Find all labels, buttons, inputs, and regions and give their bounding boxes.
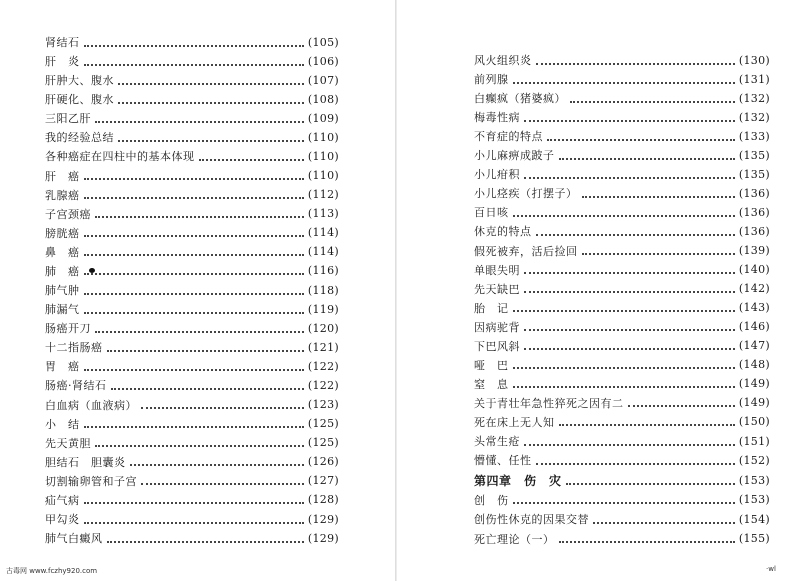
toc-entry[interactable] <box>45 147 339 165</box>
toc-entry-title: 小儿麻痹成跛子 <box>474 149 555 163</box>
toc-entry-page-number: (112) <box>307 188 339 202</box>
dot-leader <box>84 501 304 504</box>
toc-entry-title: 膀胱癌 <box>45 226 80 240</box>
toc-entry-title: 前列腺 <box>474 73 509 87</box>
toc-entry-page-number: (147) <box>738 339 770 353</box>
toc-entry-title: 各种癌症在四柱中的基本体现 <box>45 150 195 164</box>
toc-entry-title: 肝硬化、腹水 <box>45 93 114 107</box>
toc-entry-page-number: (130) <box>738 53 770 67</box>
dot-leader <box>513 385 735 388</box>
toc-entry[interactable] <box>45 33 339 51</box>
dot-leader <box>84 368 304 371</box>
dot-leader <box>107 540 304 543</box>
toc-entry-title: 白血病（血液病） <box>45 398 137 412</box>
dot-leader <box>84 234 304 237</box>
toc-entry-page-number: (135) <box>738 148 770 162</box>
toc-entry-page-number: (113) <box>307 207 339 221</box>
toc-entry-title: 三阳乙肝 <box>45 112 91 126</box>
toc-entry-page-number: (107) <box>307 73 339 87</box>
toc-entry-page-number: (108) <box>307 92 339 106</box>
dot-leader <box>118 101 304 104</box>
toc-entry-title: 肺气肿 <box>45 284 80 298</box>
toc-entry[interactable] <box>474 451 770 469</box>
toc-entry-title: 单眼失明 <box>474 263 520 277</box>
toc-entry-page-number: (125) <box>307 417 339 431</box>
toc-entry-title: 百日咳 <box>474 206 509 220</box>
toc-entry[interactable] <box>474 491 770 509</box>
dot-leader <box>84 272 304 275</box>
toc-entry-page-number: (149) <box>738 377 770 391</box>
dot-leader <box>199 158 304 161</box>
ink-blot <box>89 268 95 273</box>
toc-entry-title: 肺 癌 <box>45 264 80 278</box>
toc-entry-title: 白癫疯（猪婆疯） <box>474 92 566 106</box>
toc-entry[interactable] <box>45 396 339 414</box>
dot-leader <box>84 521 304 524</box>
dot-leader <box>628 404 735 407</box>
toc-entry[interactable] <box>45 529 339 547</box>
toc-entry-title: 肝 癌 <box>45 169 80 183</box>
dot-leader <box>84 177 304 180</box>
site-watermark: 古毒网 www.fczhy920.com <box>6 567 98 575</box>
toc-entry-page-number: (136) <box>738 205 770 219</box>
toc-entry-page-number: (140) <box>738 263 770 277</box>
toc-entry-title: 梅毒性病 <box>474 111 520 125</box>
toc-entry-page-number: (143) <box>738 301 770 315</box>
toc-entry[interactable] <box>474 375 770 393</box>
toc-entry[interactable] <box>45 376 339 394</box>
toc-entry-title: 肺气白癜风 <box>45 532 103 546</box>
toc-entry-title: 小 结 <box>45 417 80 431</box>
toc-entry-page-number: (105) <box>307 35 339 49</box>
toc-entry-title: 下巴风斜 <box>474 339 520 353</box>
toc-entry-title: 休克的特点 <box>474 225 532 239</box>
toc-entry-title: 甲勾炎 <box>45 513 80 526</box>
toc-entry[interactable] <box>45 510 339 528</box>
dot-leader <box>559 423 735 426</box>
dot-leader <box>524 328 735 331</box>
dot-leader <box>524 347 735 350</box>
toc-entry-title: 先天缺巴 <box>474 282 520 296</box>
toc-entry-title: 死在床上无人知 <box>474 415 555 429</box>
toc-entry-title: 假死被弃，活后捡回 <box>474 244 578 258</box>
dot-leader <box>559 540 735 543</box>
page-corner-mark: ·wl <box>766 565 776 573</box>
toc-entry-page-number: (110) <box>307 149 339 163</box>
toc-entry-page-number: (155) <box>738 532 770 545</box>
toc-entry[interactable] <box>474 337 770 355</box>
toc-entry[interactable] <box>474 510 770 528</box>
dot-leader <box>513 366 735 369</box>
dot-leader <box>513 81 735 84</box>
toc-entry-page-number: (106) <box>307 54 339 68</box>
dot-leader <box>84 253 304 256</box>
book-binding <box>395 0 397 581</box>
toc-chapter-heading[interactable] <box>474 471 770 489</box>
toc-entry-page-number: (114) <box>307 245 339 259</box>
toc-entry[interactable] <box>45 472 339 490</box>
toc-entry-page-number: (109) <box>307 111 339 125</box>
toc-entry-title: 因病驼背 <box>474 320 520 334</box>
toc-entry[interactable] <box>45 109 339 127</box>
toc-entry-page-number: (150) <box>738 415 770 429</box>
toc-entry-title: 第四章 伤 灾 <box>474 473 562 488</box>
toc-entry-page-number: (129) <box>307 531 339 545</box>
toc-entry[interactable] <box>474 280 770 298</box>
toc-entry-title: 肝肿大、腹水 <box>45 74 114 88</box>
toc-entry[interactable] <box>45 434 339 452</box>
toc-entry-page-number: (148) <box>738 358 770 372</box>
toc-entry-page-number: (139) <box>738 244 770 257</box>
toc-entry-page-number: (121) <box>307 340 339 354</box>
dot-leader <box>95 330 304 333</box>
dot-leader <box>524 176 735 179</box>
toc-entry-page-number: (142) <box>738 282 770 296</box>
toc-entry-title: 哑 巴 <box>474 358 509 372</box>
toc-entry-title: 肠癌·肾结石 <box>45 379 107 393</box>
toc-entry[interactable] <box>474 184 770 202</box>
dot-leader <box>84 44 304 47</box>
dot-leader <box>130 463 304 466</box>
toc-entry-title: 乳腺癌 <box>45 188 80 202</box>
toc-entry-title: 窒 息 <box>474 377 509 391</box>
toc-entry[interactable] <box>474 318 770 336</box>
toc-entry-title: 胆结石 胆囊炎 <box>45 455 126 469</box>
toc-entry-page-number: (128) <box>307 493 339 507</box>
toc-entry-page-number: (132) <box>738 91 770 105</box>
toc-entry[interactable] <box>474 51 770 69</box>
toc-entry[interactable] <box>45 205 339 223</box>
toc-entry-title: 懵懂、任性 <box>474 454 532 468</box>
toc-entry[interactable] <box>474 222 770 240</box>
toc-entry-title: 小儿痉疾（打摆子） <box>474 187 578 201</box>
toc-entry-page-number: (118) <box>307 283 339 297</box>
toc-entry-title: 肝 炎 <box>45 55 80 69</box>
toc-entry[interactable] <box>45 167 339 185</box>
toc-entry-page-number: (127) <box>307 474 339 488</box>
toc-entry-title: 不育症的特点 <box>474 130 543 144</box>
toc-entry-page-number: (146) <box>738 320 770 334</box>
toc-entry[interactable] <box>474 70 770 88</box>
toc-entry[interactable] <box>474 146 770 164</box>
toc-entry-page-number: (154) <box>738 512 770 526</box>
dot-leader <box>566 482 735 485</box>
toc-entry[interactable] <box>45 357 339 375</box>
toc-entry-page-number: (136) <box>738 224 770 238</box>
toc-entry[interactable] <box>474 127 770 145</box>
dot-leader <box>582 195 735 198</box>
toc-entry-page-number: (120) <box>307 321 339 335</box>
dot-leader <box>84 425 304 428</box>
toc-entry[interactable] <box>474 108 770 126</box>
toc-entry-page-number: (110) <box>307 169 339 183</box>
toc-entry[interactable] <box>474 261 770 279</box>
toc-entry-title: 头常生疮 <box>474 435 520 448</box>
dot-leader <box>536 233 735 236</box>
toc-entry[interactable] <box>45 243 339 261</box>
dot-leader <box>559 157 735 160</box>
toc-entry-page-number: (122) <box>307 359 339 373</box>
dot-leader <box>84 311 304 314</box>
toc-entry-title: 疝气病 <box>45 493 80 507</box>
toc-entry-page-number: (136) <box>738 186 770 200</box>
toc-entry[interactable] <box>45 453 339 471</box>
toc-entry-title: 死亡理论（一） <box>474 532 555 546</box>
dot-leader <box>582 252 735 255</box>
dot-leader <box>513 309 735 312</box>
toc-entry-page-number: (125) <box>307 436 339 450</box>
toc-entry-page-number: (153) <box>738 473 770 487</box>
toc-entry-page-number: (126) <box>307 455 339 469</box>
toc-entry-title: 鼻 癌 <box>45 245 80 259</box>
dot-leader <box>95 120 304 123</box>
toc-entry[interactable] <box>474 165 770 183</box>
toc-entry-page-number: (151) <box>738 434 770 448</box>
toc-entry[interactable] <box>45 338 339 356</box>
toc-entry-page-number: (114) <box>307 226 339 240</box>
toc-entry-title: 肾结石 <box>45 36 80 49</box>
toc-entry-title: 胃 癌 <box>45 360 80 374</box>
toc-entry-title: 肠癌开刀 <box>45 322 91 336</box>
toc-entry-page-number: (123) <box>307 398 339 412</box>
toc-entry[interactable] <box>45 224 339 242</box>
toc-entry[interactable] <box>474 203 770 221</box>
toc-entry[interactable] <box>474 394 770 412</box>
toc-entry-page-number: (135) <box>738 167 770 181</box>
toc-entry[interactable] <box>45 90 339 108</box>
dot-leader <box>111 387 304 390</box>
toc-entry[interactable] <box>45 491 339 509</box>
dot-leader <box>118 139 304 142</box>
toc-entry-title: 创 伤 <box>474 493 509 507</box>
dot-leader <box>570 100 735 103</box>
toc-entry[interactable] <box>45 71 339 89</box>
dot-leader <box>141 406 304 409</box>
toc-entry-page-number: (132) <box>738 110 770 124</box>
toc-entry[interactable] <box>474 530 770 548</box>
toc-entry-title: 风火组织炎 <box>474 54 532 67</box>
toc-entry[interactable] <box>474 356 770 374</box>
toc-entry[interactable] <box>474 413 770 431</box>
dot-leader <box>84 63 304 66</box>
toc-entry-title: 子宫颈癌 <box>45 207 91 221</box>
dot-leader <box>593 521 735 524</box>
toc-entry[interactable] <box>45 300 339 318</box>
toc-entry[interactable] <box>45 319 339 337</box>
dot-leader <box>118 82 304 85</box>
dot-leader <box>95 215 304 218</box>
toc-entry-title: 胎 记 <box>474 301 509 315</box>
toc-entry[interactable] <box>45 52 339 70</box>
dot-leader <box>141 482 304 485</box>
dot-leader <box>524 119 735 122</box>
toc-entry-page-number: (153) <box>738 493 770 506</box>
toc-entry-page-number: (110) <box>307 130 339 144</box>
toc-entry[interactable] <box>474 432 770 450</box>
toc-entry-title: 切割输卵管和子宫 <box>45 474 137 488</box>
toc-entry[interactable] <box>474 89 770 107</box>
toc-entry[interactable] <box>45 415 339 433</box>
dot-leader <box>95 444 304 447</box>
toc-entry[interactable] <box>474 299 770 317</box>
dot-leader <box>536 62 735 65</box>
dot-leader <box>536 462 735 465</box>
dot-leader <box>84 292 304 295</box>
toc-entry-title: 关于青壮年急性猝死之因有二 <box>474 396 624 410</box>
toc-entry-title: 创伤性休克的因果交替 <box>474 513 589 526</box>
toc-entry-page-number: (116) <box>307 264 339 278</box>
dot-leader <box>524 290 735 293</box>
toc-entry-title: 我的经验总结 <box>45 131 114 145</box>
dot-leader <box>513 214 735 217</box>
dot-leader <box>547 138 735 141</box>
dot-leader <box>107 349 304 352</box>
toc-entry[interactable] <box>45 186 339 204</box>
toc-entry-page-number: (122) <box>307 378 339 392</box>
toc-entry-title: 十二指肠癌 <box>45 341 103 355</box>
toc-entry-title: 肺漏气 <box>45 303 80 317</box>
toc-entry-page-number: (133) <box>738 129 770 143</box>
dot-leader <box>84 196 304 199</box>
toc-entry-page-number: (129) <box>307 512 339 526</box>
dot-leader <box>513 501 735 504</box>
toc-entry[interactable] <box>474 242 770 260</box>
toc-entry[interactable] <box>45 128 339 146</box>
toc-entry-page-number: (152) <box>738 453 770 467</box>
toc-entry-page-number: (149) <box>738 396 770 410</box>
dot-leader <box>524 443 735 446</box>
toc-entry-title: 先天黄胆 <box>45 436 91 450</box>
toc-entry-title: 小儿疳积 <box>474 168 520 182</box>
toc-entry-page-number: (119) <box>307 302 339 316</box>
toc-entry[interactable] <box>45 281 339 299</box>
dot-leader <box>524 271 735 274</box>
toc-entry-page-number: (131) <box>738 72 770 86</box>
